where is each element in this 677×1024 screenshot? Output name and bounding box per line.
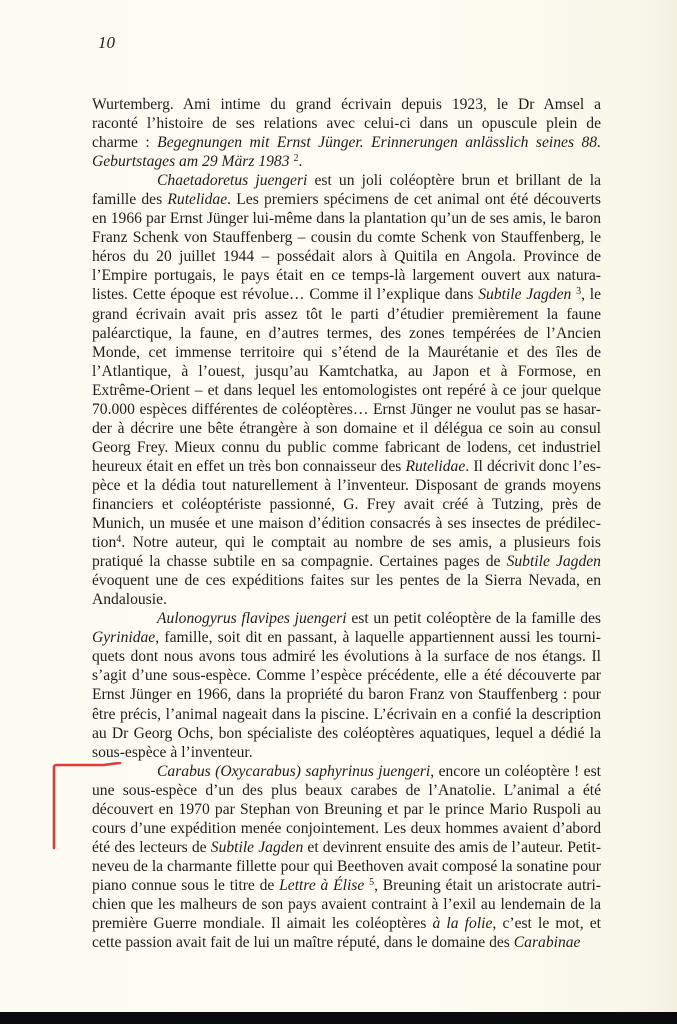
text-line	[92, 647, 601, 666]
text-line	[92, 285, 601, 304]
text-line	[92, 133, 601, 152]
text-run: héros du 20 juillet 1944 – possédait alors à Quitila en Angola. Province de	[92, 248, 601, 266]
text-line	[92, 457, 601, 476]
scan-bottom-edge	[0, 1012, 677, 1024]
text-line	[92, 190, 601, 209]
text-run: été des lecteurs de	[92, 838, 211, 856]
text-run: Munich, un musée et une maison d’édition consacrés à ses insectes de prédilec-	[92, 515, 601, 533]
page-number: 10	[98, 33, 115, 52]
text-run: .	[298, 153, 303, 171]
text-run: découvert en 1970 par Stephan von Breuning et par le prince Mario Ruspoli au	[92, 800, 601, 818]
text-run: tion	[92, 534, 117, 552]
italic-text: Gyrinidae	[92, 629, 156, 647]
text-line	[92, 324, 601, 343]
italic-text: Carabus (Oxycarabus) saphyrinus juengeri	[157, 762, 431, 780]
text-line	[92, 171, 601, 190]
text-line	[92, 590, 601, 609]
text-run: cours d’une expédition menée conjointement. Les deux hommes avaient d’abord	[92, 819, 601, 837]
italic-text: Rutelidae	[405, 457, 466, 475]
italic-text: Begegnungen mit Ernst Jünger. Erinnerungen anlässlich seines 88.	[157, 134, 602, 152]
italic-text: Subtile Jagden	[478, 286, 572, 304]
text-run: grand écrivain avait pris assez tôt le parti d’étudier premièrement la faune	[92, 305, 601, 323]
text-line	[92, 266, 601, 285]
text-run: une sous-espèce d’un des plus beaux carabes de l’Anatolie. L’animal a été	[92, 781, 601, 799]
text-run: est un joli coléoptère brun et brillant de la	[307, 172, 601, 190]
text-run: être précis, l’animal nageait dans la piscine. L’écrivain en a confié la description	[92, 705, 601, 723]
text-line	[92, 914, 601, 933]
text-run: pèce et la dédia tout naturellement à l’inventeur. Disposant de grands moyens	[92, 476, 601, 494]
text-run: heureux était en effet un très bon connaisseur des	[92, 457, 406, 475]
text-line	[92, 438, 601, 457]
text-line	[92, 400, 601, 419]
text-line	[92, 895, 601, 914]
italic-text: Subtile Jagden	[210, 838, 304, 856]
text-line	[92, 571, 601, 590]
text-run: paléarctique, la faune, en d’autres termes, des zones tempérées de l’Ancien	[92, 324, 601, 342]
paragraph	[92, 609, 601, 761]
text-run: neveu de la charmante fillette pour qui Beethoven avait composé la sonatine pour	[92, 857, 601, 875]
text-line	[92, 705, 601, 724]
text-run: , famille, soit dit en passant, à laquelle appartiennent aussi les tourni-	[155, 629, 601, 647]
paragraph	[92, 762, 601, 952]
text-run: chien que les malheurs de son pays avaient contraint à l’exil au lendemain de la	[92, 895, 601, 913]
text-line	[92, 209, 601, 228]
footnote-marker: 5	[369, 876, 375, 888]
italic-text: Rutelidae	[167, 191, 228, 209]
text-line	[92, 685, 601, 704]
text-line	[92, 628, 601, 647]
text-line	[92, 933, 601, 952]
text-run: en 1966 par Ernst Jünger lui-même dans la plantation qu’un de ses amis, le baron	[92, 210, 601, 228]
text-line	[92, 819, 601, 838]
italic-text: Geburtstages am 29 März 1983	[92, 153, 290, 171]
text-run: . Il décrivit donc l’es-	[465, 457, 601, 475]
text-run: cette passion avait fait de lui un maître réputé, dans le domaine des	[92, 934, 514, 952]
text-run: première Guerre mondiale. Il aimait les coléoptères	[92, 915, 433, 933]
text-run: , c’est le mot, et	[492, 915, 601, 933]
text-run: financiers et coléoptériste passionné, G. Frey avait créé à Tutzing, près de	[92, 495, 601, 513]
text-run: Georg Frey. Mieux connu du public comme fabricant de lodens, cet industriel	[92, 438, 601, 456]
text-run: Wurtemberg. Ami intime du grand écrivain depuis 1923, le Dr Amsel a	[92, 96, 601, 113]
text-line	[92, 781, 601, 800]
footnote-marker: 3	[576, 286, 582, 298]
text-line	[92, 362, 601, 381]
footnote-marker: 4	[116, 534, 122, 546]
text-line	[92, 343, 601, 362]
text-run: Franz Schenk von Stauffenberg – cousin du comte Schenk von Stauffenberg, le	[92, 229, 601, 247]
text-line	[92, 762, 601, 781]
body-text	[92, 95, 601, 952]
paragraph	[92, 95, 601, 171]
text-run: sous-espèce à l’inventeur.	[92, 743, 253, 761]
text-run: pratiqué la chasse subtile en sa compagnie. Certaines pages de	[92, 553, 507, 571]
text-run: quets dont nous avons tous admiré les évolutions à la surface de nos étangs. Il	[92, 648, 601, 666]
text-line	[92, 838, 601, 857]
paragraph	[92, 171, 601, 609]
text-run: l’Empire portugais, le pays était en ce temps-là largement ouvert aux natura-	[92, 267, 601, 285]
text-line	[92, 533, 601, 552]
italic-text: Subtile Jagden	[506, 553, 601, 571]
text-run: est un petit coléoptère de la famille des	[346, 610, 601, 628]
text-line	[92, 514, 601, 533]
text-run: charme :	[92, 134, 158, 152]
text-run: raconté l’histoire de ses relations avec celui-ci dans un opuscule plein de	[92, 115, 601, 133]
text-run: . Notre auteur, qui le comptait au nombre de ses amis, a plusieurs fois	[121, 534, 601, 552]
text-line	[92, 95, 601, 114]
text-run: et devinrent ensuite des amis de l’auteur. Petit-	[303, 838, 602, 856]
text-line	[92, 857, 601, 876]
text-line	[92, 419, 601, 438]
text-line	[92, 495, 601, 514]
italic-text: Aulonogyrus flavipes juengeri	[157, 610, 347, 628]
text-line	[92, 114, 601, 133]
text-line	[92, 247, 601, 266]
text-line	[92, 609, 601, 628]
text-run: au Dr Georg Ochs, bon spécialiste des coléoptères aquatiques, lequel a dédié la	[92, 724, 601, 742]
text-line	[92, 305, 601, 324]
text-line	[92, 800, 601, 819]
text-line	[92, 476, 601, 495]
text-line	[92, 152, 601, 171]
text-run: Ernst Jünger en 1966, dans la propriété du baron Franz von Stauffenberg : pour	[92, 686, 601, 704]
text-run: piano connue sous le titre de	[92, 876, 280, 894]
text-run: famille des	[92, 191, 168, 209]
text-run: der à décrire une bête étrangère à son domaine et il délégua ce soin au consul	[92, 419, 601, 437]
italic-text: Chaetadoretus juengeri	[157, 172, 308, 190]
text-run: . Les premiers spécimens de cet animal ont été découverts	[227, 191, 602, 209]
text-line	[92, 552, 601, 571]
text-run: 70.000 espèces différentes de coléoptères… Ernst Jünger ne voulut pas se hasar-	[92, 400, 601, 418]
italic-text: Lettre à Élise	[279, 876, 365, 894]
text-line	[92, 381, 601, 400]
italic-text: Carabinae	[513, 934, 581, 952]
italic-text: à la folie	[432, 915, 493, 933]
text-run: évoquent une de ces expéditions faites sur les pentes de la Sierra Nevada, en	[92, 572, 601, 590]
text-line	[92, 743, 601, 762]
text-run: , encore un coléoptère ! est	[430, 762, 601, 780]
text-run: l’Atlantique, à l’ouest, jusqu’au Kamtchatka, au Japon et à Formose, en	[92, 362, 601, 380]
text-run: Andalousie.	[92, 591, 167, 609]
text-run: , Breuning était un aristocrate autri-	[374, 876, 601, 894]
text-line	[92, 666, 601, 685]
text-line	[92, 228, 601, 247]
text-run: listes. Cette époque est révolue… Comme il l’explique dans	[92, 286, 479, 304]
text-run: Extrême-Orient – et dans lequel les entomologistes ont repéré à ce jour quelque	[92, 381, 601, 399]
text-run: Monde, cet immense territoire qui s’étend de la Maurétanie et des îles de	[92, 343, 601, 361]
footnote-marker: 2	[293, 153, 299, 165]
text-run: s’agit d’une sous-espèce. Comme l’espèce précédente, elle a été découverte par	[92, 667, 601, 685]
text-run: , le	[581, 286, 602, 304]
text-line	[92, 724, 601, 743]
text-line	[92, 876, 601, 895]
